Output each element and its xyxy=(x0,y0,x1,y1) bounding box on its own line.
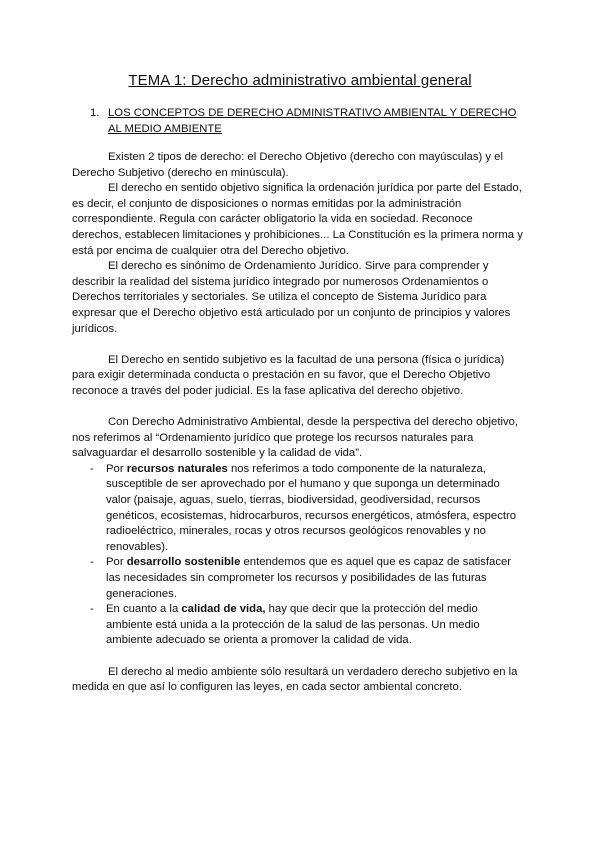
paragraph-derecho-tipos: Existen 2 tipos de derecho: el Derecho Objetivo (derecho con mayúsculas) y el Derecho Subjetivo (derecho en minúscula). xyxy=(72,151,503,179)
paragraph-spacer xyxy=(72,400,524,416)
section-title: LOS CONCEPTOS DE DERECHO ADMINISTRATIVO AMBIENTAL Y DERECHO AL MEDIO AMBIENTE xyxy=(108,107,517,135)
list-item-definition: hay que decir que la protección del medio ambiente está unida a la protección de la salud de las personas. Un medio ambiente adecuado se orienta a promover la calidad de vida. xyxy=(106,603,480,647)
list-item-definition: nos referimos a todo componente de la naturaleza, susceptible de ser aprovechado por el humano y que suponga un determinado valor (paisaje, aguas, suelo, tierras, biodiversidad, geodiversidad, recursos genéticos, ecosistemas, hidrocarburos, recursos energéticos, atmósfera, espectro radioeléctrico, minerales, rocas y otros recursos geológicos renovables y no renovables). xyxy=(106,462,517,553)
list-item-term: desarrollo sostenible xyxy=(126,556,241,569)
list-item-definition: entendemos que es aquel que es capaz de satisfacer las necesidades sin comprometer los recursos y posibilidades de las futuras generaciones. xyxy=(106,556,512,600)
paragraph-ordenamiento-juridico: El derecho es sinónimo de Ordenamiento Jurídico. Sirve para comprender y describir la realidad del sistema jurídico integrado por numerosos Ordenamientos o Derechos territoriales y sectoriales. Se utiliza el concepto de Sistema Jurídico para expresar que el Derecho objetivo está articulado por un conjunto de principios y valores jurídicos. xyxy=(72,260,511,335)
list-dash: - xyxy=(90,462,94,475)
list-dash: - xyxy=(90,556,94,569)
list-item-desarrollo-sostenible xyxy=(72,555,524,602)
list-item-term: calidad de vida, xyxy=(181,603,266,616)
list-dash: - xyxy=(90,603,94,616)
paragraph-derecho-ambiental: Con Derecho Administrativo Ambiental, desde la perspectiva del derecho objetivo, nos referimos al “Ordenamiento jurídico que protege los recursos naturales para salvaguardar el desarrollo sostenible y la calidad de vida”. xyxy=(72,416,519,460)
paragraph-derecho-medio-ambiente: El derecho al medio ambiente sólo resultará un verdadero derecho subjetivo en la medida en que así lo configuren las leyes, en cada sector ambiental concreto. xyxy=(72,665,518,694)
section-number: 1. xyxy=(90,107,100,119)
document-title: TEMA 1: Derecho administrativo ambiental general xyxy=(128,72,472,89)
list-item-calidad-de-vida xyxy=(72,602,524,649)
paragraph-derecho-subjetivo: El Derecho en sentido subjetivo es la facultad de una persona (física o jurídica) para exigir determinada conducta o prestación en su favor, que el Derecho Objetivo reconoce a través del poder judicial. Es la fase aplicativa del derecho objetivo. xyxy=(72,353,505,397)
list-item-prefix: Por xyxy=(106,462,127,475)
document-body xyxy=(72,150,524,696)
definitions-list xyxy=(72,462,524,649)
paragraph-derecho-objetivo: El derecho en sentido objetivo significa la ordenación jurídica por parte del Estado, es decir, el conjunto de disposiciones o normas emitidas por la administración correspondiente. Regula con carácter obligatorio la vida en sociedad. Reconoce derechos, establecen limitaciones y prohibiciones... La Constitución es la primera norma y está por encima de cualquier otra del Derecho objetivo. xyxy=(72,182,523,257)
paragraph-spacer xyxy=(72,649,524,665)
list-item-recursos-naturales xyxy=(72,462,524,556)
list-item-term: recursos naturales xyxy=(126,462,228,475)
list-item-prefix: En cuanto a la xyxy=(106,603,182,616)
paragraph-spacer xyxy=(72,337,524,353)
list-item-prefix: Por xyxy=(106,556,127,569)
